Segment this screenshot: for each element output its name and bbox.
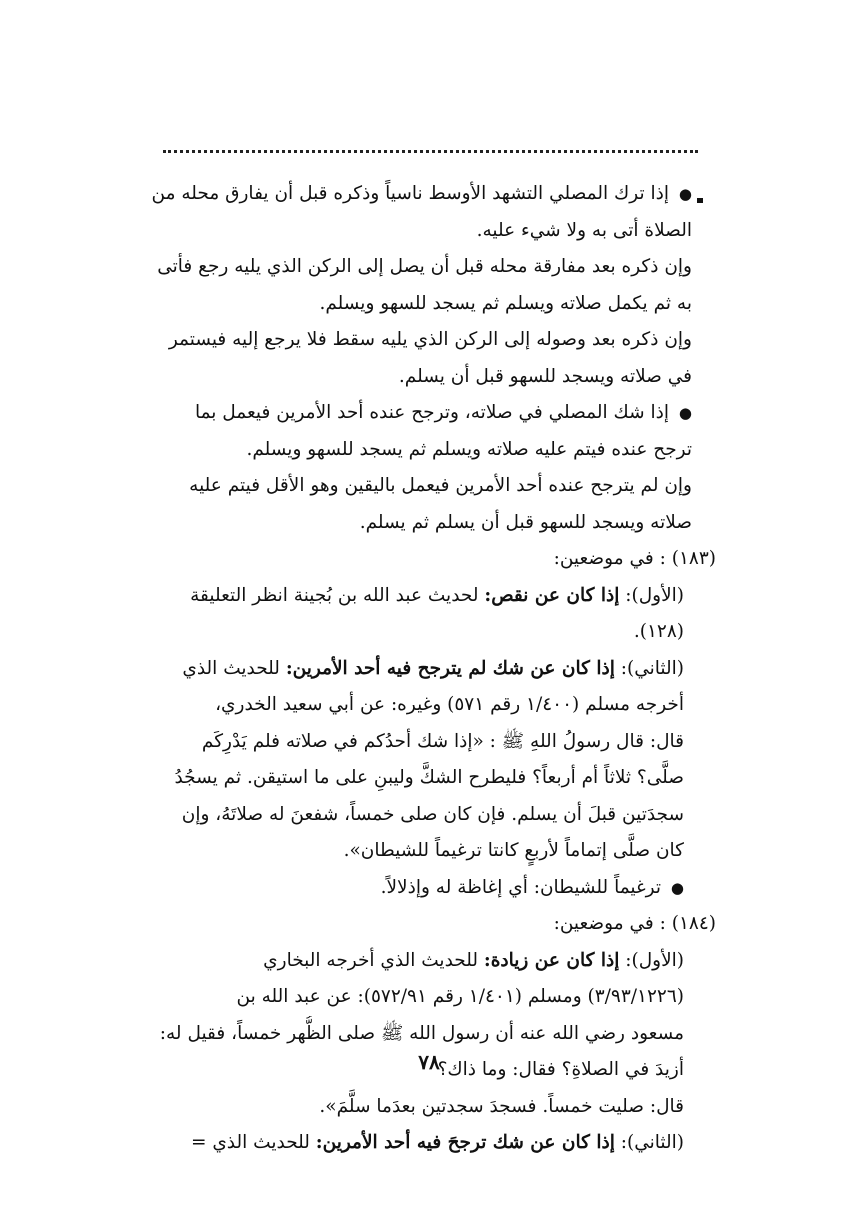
text-run: إذا ترك المصلي التشهد الأوسط ناسياً وذكره قبل أن يفارق محله من bbox=[151, 183, 675, 204]
text-run: (١٨٣) : في موضعين: bbox=[553, 548, 716, 569]
text-run: للحديث الذي أخرجه البخاري bbox=[263, 949, 484, 971]
text-run: (١٨٤) : في موضعين: bbox=[553, 913, 716, 934]
text-run: أزيدَ في الصلاةِ؟ فقال: وما ذاك؟ bbox=[437, 1059, 684, 1080]
text-run: وإن ذكره بعد وصوله إلى الركن الذي يليه سقط فلا يرجع إليه فيستمر bbox=[168, 329, 692, 350]
text-line bbox=[150, 724, 710, 761]
bold-phrase: إذا كان عن شك لم يترجح فيه أحد الأمرين: bbox=[285, 657, 615, 679]
text-run: قال: صليت خمساً. فسجدَ سجدتين بعدَما سلَّمَ». bbox=[319, 1095, 684, 1117]
text-run: كان صلَّى إتماماً لأربعٍ كانتا ترغيماً للشيطان». bbox=[343, 840, 684, 861]
text-run: في صلاته ويسجد للسهو قبل أن يسلم. bbox=[398, 365, 692, 387]
text-line bbox=[150, 432, 710, 469]
text-line bbox=[150, 286, 710, 323]
bold-phrase: إذا كان عن نقص: bbox=[484, 584, 620, 606]
text-line bbox=[150, 979, 710, 1016]
text-line bbox=[150, 870, 710, 907]
text-run: وإن لم يترجح عنده أحد الأمرين فيعمل باليقين وهو الأقل فيتم عليه bbox=[189, 475, 692, 496]
text-run: (الأول): bbox=[619, 584, 684, 606]
text-run: (الأول): bbox=[619, 949, 684, 971]
text-run: (الثاني): bbox=[614, 657, 684, 679]
text-run: مسعود رضي الله عنه أن رسول الله ﷺ صلى الظُّهر خمساً، فقيل له: bbox=[159, 1022, 684, 1044]
bullet-icon: ● bbox=[670, 878, 684, 897]
page-number: ٧٨ bbox=[418, 1050, 440, 1074]
text-run: لحديث عبد الله بن بُجينة انظر التعليقة bbox=[190, 584, 485, 606]
text-line bbox=[150, 578, 710, 615]
text-line bbox=[150, 249, 710, 286]
text-line bbox=[150, 797, 710, 834]
text-line bbox=[150, 687, 710, 724]
text-run: إذا شك المصلي في صلاته، وترجح عنده أحد الأمرين فيعمل بما bbox=[194, 402, 675, 423]
text-line bbox=[150, 1016, 710, 1053]
text-run: الصلاة أتى به ولا شيء عليه. bbox=[476, 219, 692, 241]
dotted-separator bbox=[163, 150, 698, 153]
text-run: (٣/٩٣/١٢٢٦) ومسلم (١/٤٠١ رقم ٥٧٢/٩١): عن عبد الله بن bbox=[236, 986, 684, 1007]
text-run: سجدَتين قبلَ أن يسلم. فإن كان صلى خمساً، شفعنَ له صلاتَهُ، وإن bbox=[181, 803, 684, 825]
text-line bbox=[150, 1089, 710, 1126]
text-run: أخرجه مسلم (١/٤٠٠ رقم ٥٧١) وغيره: عن أبي سعيد الخدري، bbox=[215, 694, 684, 715]
footnotes-text bbox=[150, 176, 716, 1162]
bold-phrase: إذا كان عن شك ترجحَ فيه أحد الأمرين: bbox=[315, 1132, 615, 1153]
bullet-icon: ● bbox=[678, 404, 692, 422]
text-line bbox=[150, 359, 710, 396]
text-line bbox=[150, 176, 710, 213]
text-run: (١٢٨). bbox=[633, 621, 684, 642]
text-run: ترغيماً للشيطان: أي إغاظة له وإذلالاً. bbox=[380, 876, 667, 898]
text-line bbox=[150, 1125, 710, 1162]
text-line bbox=[150, 541, 716, 578]
text-line bbox=[150, 614, 710, 651]
text-line bbox=[150, 906, 716, 943]
bold-phrase: إذا كان عن زيادة: bbox=[483, 949, 620, 971]
bullet-icon: ● bbox=[678, 185, 692, 203]
text-run: به ثم يكمل صلاته ويسلم ثم يسجد للسهو ويسلم. bbox=[319, 292, 692, 314]
text-line bbox=[150, 322, 710, 359]
text-line bbox=[150, 760, 710, 797]
text-line bbox=[150, 395, 710, 432]
text-run: للحديث الذي = bbox=[190, 1132, 316, 1153]
text-line bbox=[150, 505, 710, 542]
text-line bbox=[150, 943, 710, 980]
text-run: ترجح عنده فيتم عليه صلاته ويسلم ثم يسجد للسهو ويسلم. bbox=[246, 438, 692, 460]
text-run: للحديث الذي bbox=[182, 657, 286, 679]
text-run: قال: قال رسولُ اللهِ ﷺ : «إذا شك أحدُكم في صلاته فلم يَدْرِكَم bbox=[201, 730, 684, 752]
text-line bbox=[150, 651, 710, 688]
text-line bbox=[150, 468, 710, 505]
text-run: وإن ذكره بعد مفارقة محله قبل أن يصل إلى الركن الذي يليه رجع فأتى bbox=[157, 256, 692, 277]
text-line bbox=[150, 213, 710, 250]
text-line bbox=[150, 833, 710, 870]
text-run: صلَّى؟ ثلاثاً أم أربعاً؟ فليطرح الشكَّ وليبنِ على ما استيقن. ثم يسجُدُ bbox=[174, 767, 684, 788]
text-run: (الثاني): bbox=[614, 1132, 684, 1153]
text-run: صلاته ويسجد للسهو قبل أن يسلم ثم يسلم. bbox=[359, 511, 692, 533]
